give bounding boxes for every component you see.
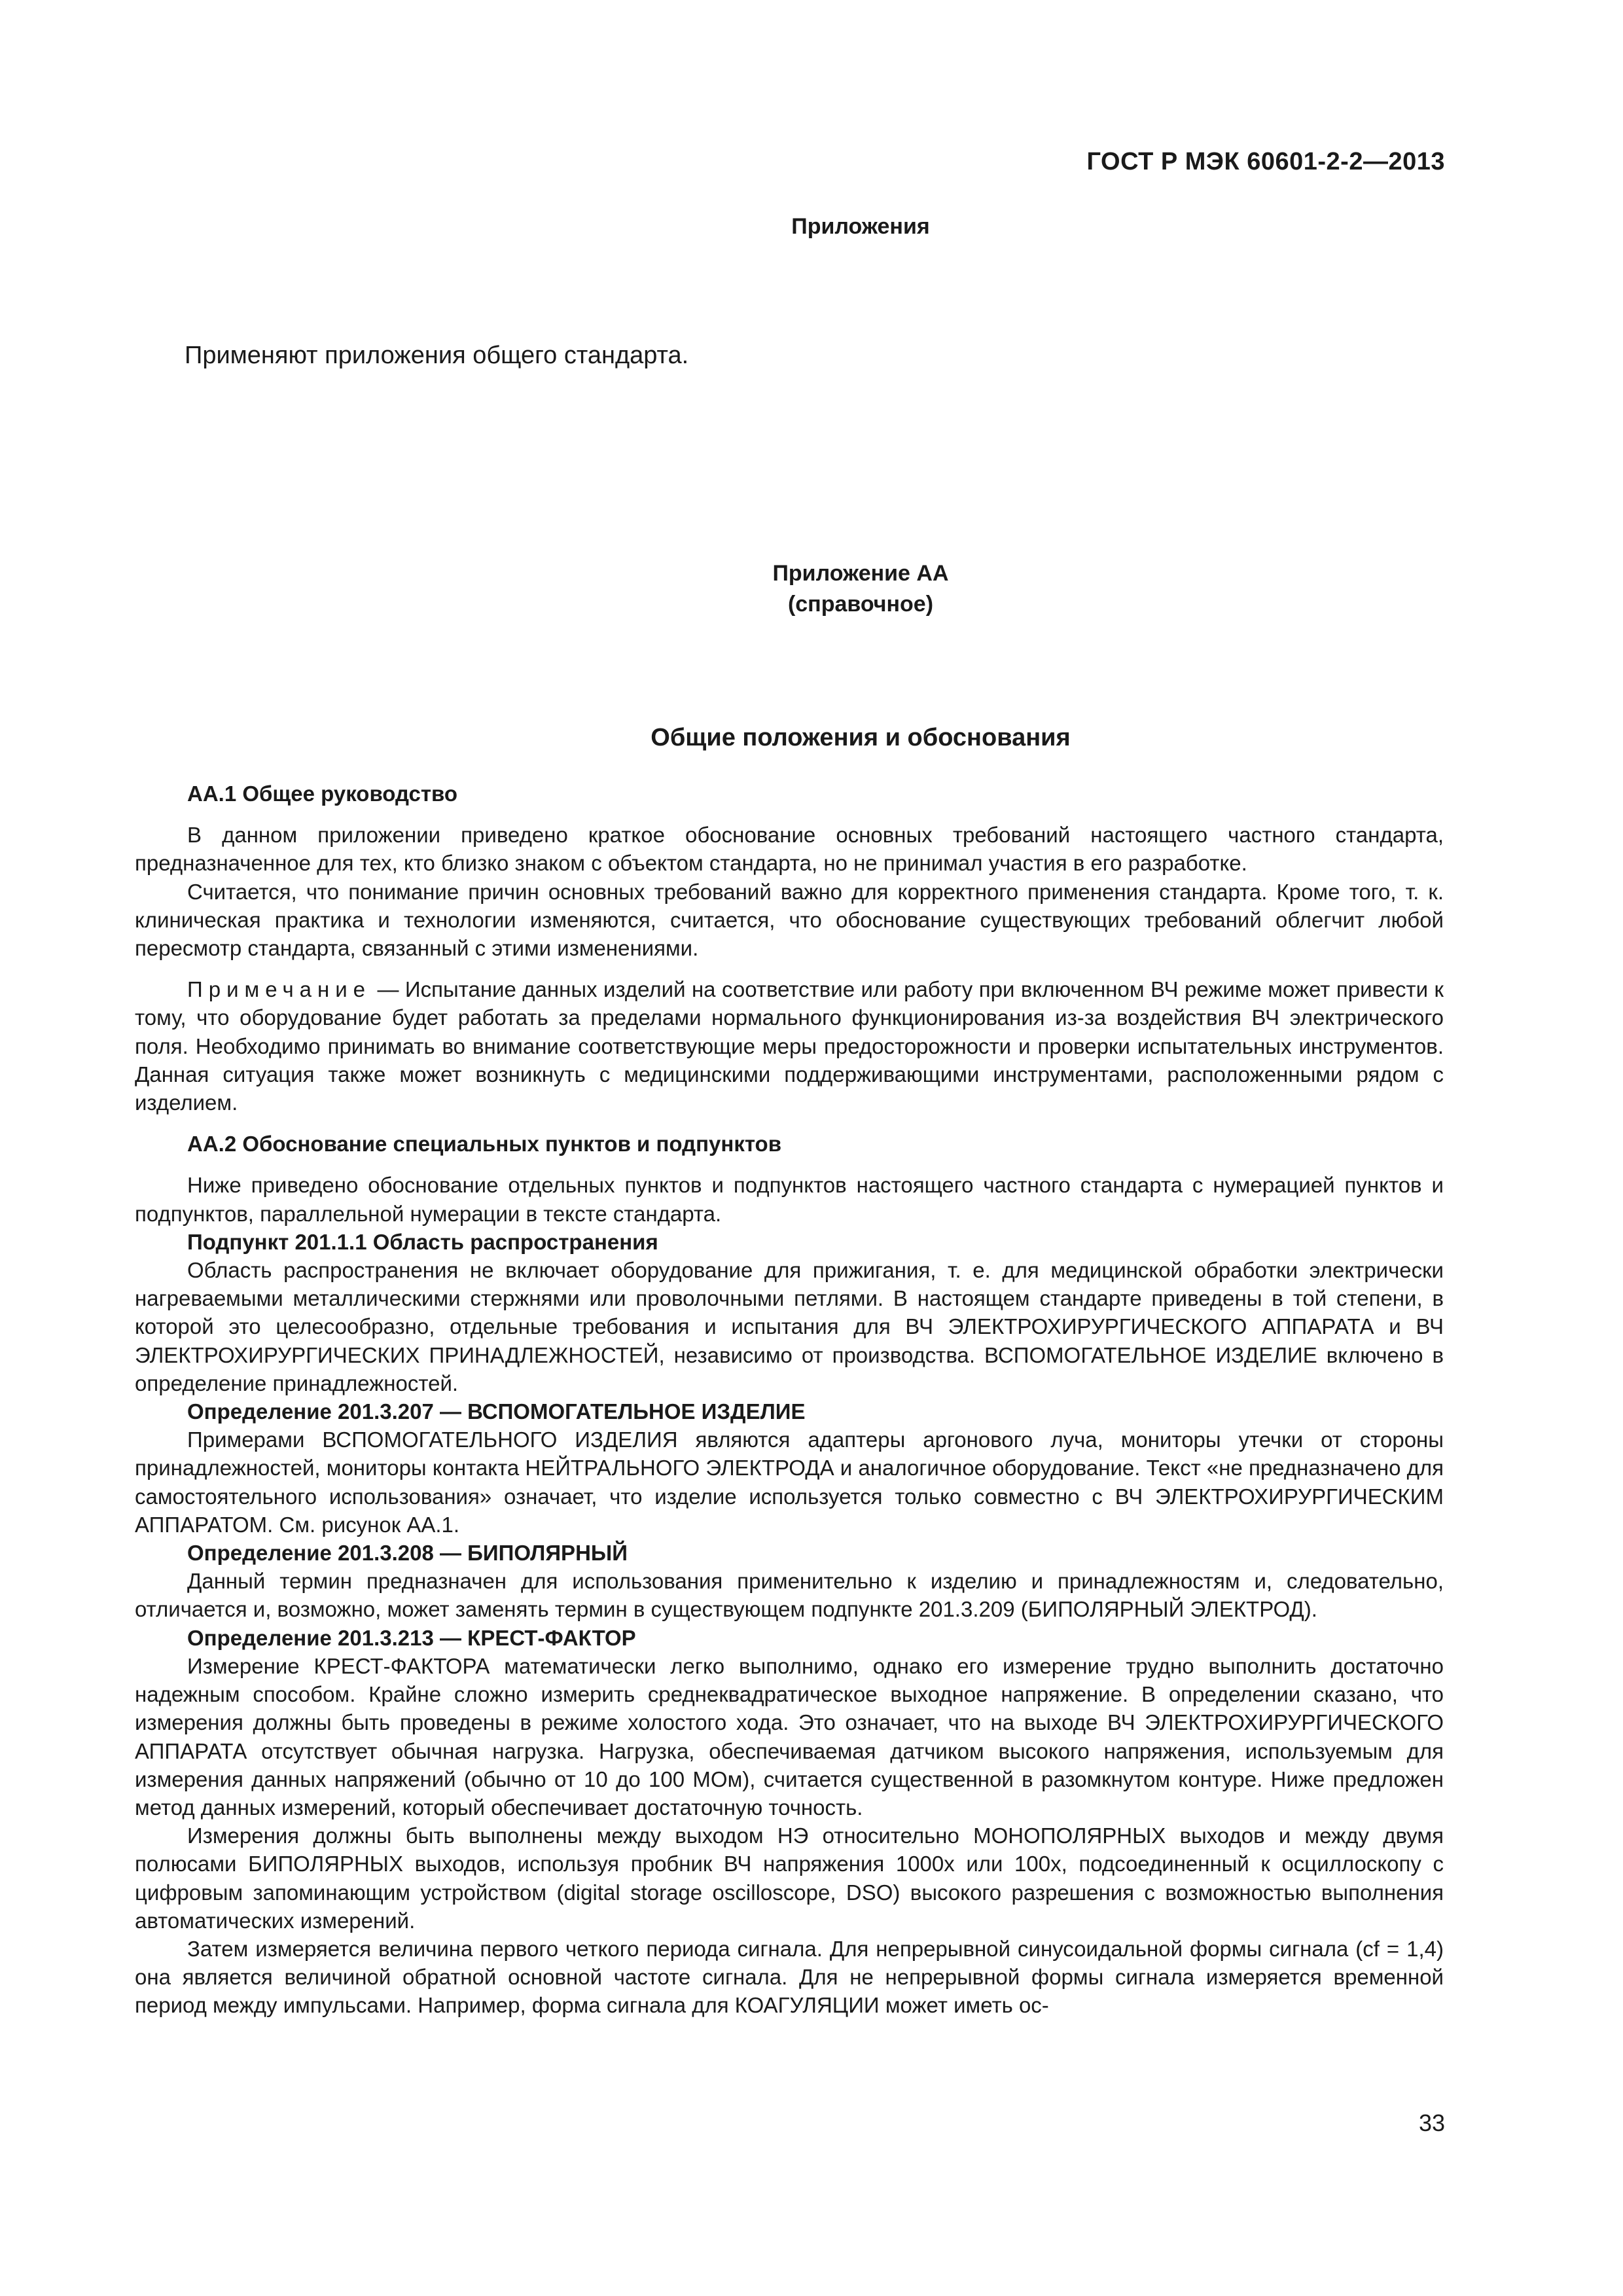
section-heading: АА.1 Общее руководство: [187, 781, 458, 806]
annex-status: (справочное): [787, 592, 934, 617]
appendices-statement: Применяют приложения общего стандарта.: [185, 342, 689, 369]
paragraph: Считается, что понимание причин основных требований важно для корректного применения стандарта. Кроме того, т. к. клиническая практика и технологии изменяются, считается, что обоснование существующих требований облегчит любой пересмотр стандарта, связанный с этими изменениями.: [135, 879, 1444, 961]
definition-heading: Определение 201.3.213 — КРЕСТ-ФАКТОР: [187, 1625, 636, 1650]
paragraph: Измерение КРЕСТ-ФАКТОРА математически легко выполнимо, однако его измерение трудно выполнить достаточно надежным способом. Крайне сложно измерить среднеквадратическое выходное напряжение. В определении сказано, что измерения должны быть проведены в режиме холостого хода. Это означает, что на выходе ВЧ ЭЛЕКТРОХИРУРГИЧЕСКОГО АППАРАТА отсутствует обычная нагрузка. Нагрузка, обеспечиваемая датчиком высокого напряжения, используемым для измерения данных напряжений (обычно от 10 до 100 МОм), считается существенной в разомкнутом контуре. Ниже предложен метод данных измерений, который обеспечивает достаточную точность.: [135, 1653, 1444, 1820]
definition-heading: Определение 201.3.208 — БИПОЛЯРНЫЙ: [187, 1541, 628, 1566]
section-heading: АА.2 Обоснование специальных пунктов и подпунктов: [187, 1132, 781, 1157]
page-number: 33: [1418, 2109, 1445, 2136]
paragraph: Ниже приведено обоснование отдельных пунктов и подпунктов настоящего частного стандарта с нумерацией пунктов и подпунктов, параллельной нумерации в тексте стандарта.: [135, 1173, 1444, 1226]
note-paragraph: [135, 975, 1444, 1117]
paragraph: Область распространения не включает оборудование для прижигания, т. е. для медицинской обработки электрически нагреваемыми металлическими стержнями или проволочными петлями. В настоящем стандарте приведены в той степени, в которой это целесообразно, отдельные требования и испытания для ВЧ ЭЛЕКТРОХИРУРГИЧЕСКОГО АППАРАТА и ВЧ ЭЛЕКТРОХИРУРГИЧЕСКИХ ПРИНАДЛЕЖНОСТЕЙ, независимо от производства. ВСПОМОГАТЕЛЬНОЕ ИЗДЕЛИЕ включено в определение принадлежностей.: [135, 1258, 1444, 1395]
annex-subtitle: Общие положения и обоснования: [651, 724, 1071, 751]
note-text: — Испытание данных изделий на соответствие или работу при включенном ВЧ режиме может привести к тому, что оборудование будет работать за пределами нормального функционирования из-за воздействия ВЧ электрического поля. Необходимо принимать во внимание соответствующие меры предосторожности и проверки испытательных инструментов. Данная ситуация также может возникнуть с медицинскими поддерживающими инструментами, расположенными рядом с изделием.: [135, 977, 1444, 1115]
paragraph: Данный термин предназначен для использования применительно к изделию и принадлежностям и, следовательно, отличается и, возможно, может заменять термин в существующем подпункте 201.3.209 (БИПОЛЯРНЫЙ ЭЛЕКТРОД).: [135, 1569, 1444, 1622]
paragraph: Примерами ВСПОМОГАТЕЛЬНОГО ИЗДЕЛИЯ являются адаптеры аргонового луча, мониторы утечки от стороны принадлежностей, мониторы контакта НЕЙТРАЛЬНОГО ЭЛЕКТРОДА и аналогичное оборудование. Текст «не предназначено для самостоятельного использования» означает, что изделие используется только совместно с ВЧ ЭЛЕКТРОХИРУРГИЧЕСКИМ АППАРАТОМ. См. рисунок АА.1.: [135, 1427, 1444, 1537]
note-label: Примечание: [187, 977, 372, 1002]
annex-title: Приложение АА: [772, 561, 949, 586]
document-code: ГОСТ Р МЭК 60601-2-2—2013: [1086, 148, 1445, 175]
definition-heading: Определение 201.3.207 — ВСПОМОГАТЕЛЬНОЕ ИЗДЕЛИЕ: [187, 1399, 806, 1424]
paragraph: Затем измеряется величина первого четкого периода сигнала. Для непрерывной синусоидальной формы сигнала (cf = 1,4) она является величиной обратной основной частоте сигнала. Для не непрерывной формы сигнала измеряется временной период между импульсами. Например, форма сигнала для КОАГУЛЯЦИИ может иметь ос-: [135, 1936, 1444, 2018]
paragraph: В данном приложении приведено краткое обоснование основных требований настоящего частного стандарта, предназначенное для тех, кто близко знаком с объектом стандарта, но не принимал участия в его разработке.: [135, 823, 1444, 876]
body-text: [135, 780, 1444, 2020]
paragraph: Измерения должны быть выполнены между выходом НЭ относительно МОНОПОЛЯРНЫХ выходов и между двумя полюсами БИПОЛЯРНЫХ выходов, используя пробник ВЧ напряжения 1000х или 100х, подсоединенный к осциллоскопу с цифровым запоминающим устройством (digital storage oscilloscope, DSO) высокого разрешения с возможностью выполнения автоматических измерений.: [135, 1823, 1444, 1933]
appendices-title: Приложения: [791, 214, 930, 239]
annex-title-block: [0, 558, 1623, 620]
subsection-heading: Подпункт 201.1.1 Область распространения: [187, 1229, 658, 1254]
